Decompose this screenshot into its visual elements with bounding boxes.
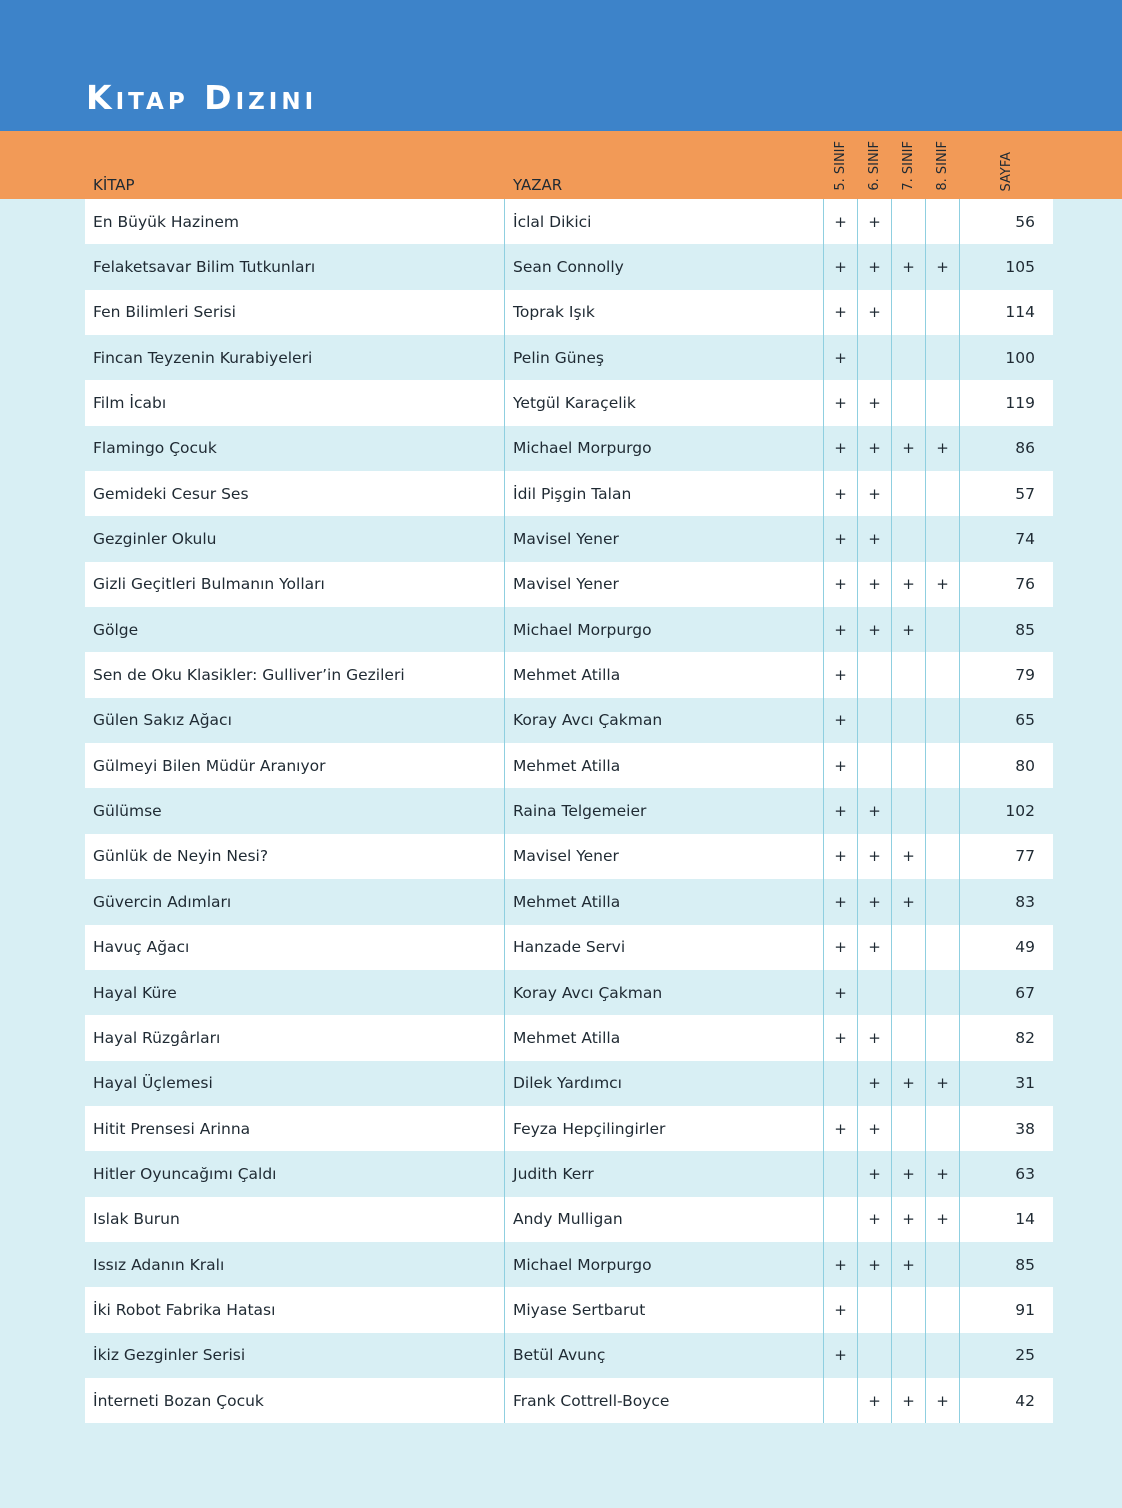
table-row (85, 1061, 1053, 1106)
grade-8-cell (926, 834, 960, 879)
grade-5-cell: + (824, 244, 858, 289)
book-title-cell: Sen de Oku Klasikler: Gulliver’in Gezileri (85, 652, 505, 697)
grade-7-cell (892, 652, 926, 697)
grade-8-cell: + (926, 1197, 960, 1242)
author-cell: Michael Morpurgo (505, 426, 824, 471)
grade-8-cell (926, 698, 960, 743)
grade-6-cell: + (858, 516, 892, 561)
grade-6-cell: + (858, 426, 892, 471)
grade-5-cell: + (824, 879, 858, 924)
author-cell: Mehmet Atilla (505, 879, 824, 924)
book-title-cell: İnterneti Bozan Çocuk (85, 1378, 505, 1423)
author-cell: Frank Cottrell-Boyce (505, 1378, 824, 1423)
page-number-cell: 119 (1005, 394, 1035, 413)
page-number-cell: 57 (1015, 484, 1035, 503)
grade-7-cell (892, 471, 926, 516)
book-title-cell: İki Robot Fabrika Hatası (85, 1287, 505, 1332)
grade-8-cell (926, 652, 960, 697)
grade-7-cell: + (892, 1061, 926, 1106)
grade-7-cell (892, 970, 926, 1015)
book-title-cell: Gülen Sakız Ağacı (85, 698, 505, 743)
grade-5-cell: + (824, 1015, 858, 1060)
column-header-grade-6: 6. SINIF (867, 141, 882, 191)
grade-5-cell: + (824, 607, 858, 652)
grade-7-cell: + (892, 834, 926, 879)
author-cell: Hanzade Servi (505, 925, 824, 970)
grade-8-cell (926, 380, 960, 425)
grade-8-cell (926, 743, 960, 788)
page-number-cell: 91 (1015, 1300, 1035, 1319)
grade-5-cell: + (824, 743, 858, 788)
grade-7-cell (892, 380, 926, 425)
author-cell: İdil Pişgin Talan (505, 471, 824, 516)
grade-6-cell: + (858, 380, 892, 425)
author-cell: Sean Connolly (505, 244, 824, 289)
author-cell: Pelin Güneş (505, 335, 824, 380)
table-row (85, 834, 1053, 879)
book-title-cell: Gizli Geçitleri Bulmanın Yolları (85, 562, 505, 607)
author-cell: Feyza Hepçilingirler (505, 1106, 824, 1151)
table-row (85, 652, 1053, 697)
page-number-cell: 74 (1015, 530, 1035, 549)
author-cell: Dilek Yardımcı (505, 1061, 824, 1106)
table-row (85, 1151, 1053, 1196)
grade-5-cell: + (824, 925, 858, 970)
grade-5-cell: + (824, 562, 858, 607)
grade-8-cell (926, 607, 960, 652)
grade-6-cell: + (858, 607, 892, 652)
table-row (85, 290, 1053, 335)
page-number-cell: 65 (1015, 711, 1035, 730)
book-title-cell: Felaketsavar Bilim Tutkunları (85, 244, 505, 289)
table-row (85, 380, 1053, 425)
grade-8-cell: + (926, 1151, 960, 1196)
grade-6-cell: + (858, 1015, 892, 1060)
grade-7-cell: + (892, 607, 926, 652)
column-header-grade-8: 8. SINIF (935, 141, 950, 191)
author-cell: Andy Mulligan (505, 1197, 824, 1242)
book-title-cell: Fen Bilimleri Serisi (85, 290, 505, 335)
book-title-cell: Günlük de Neyin Nesi? (85, 834, 505, 879)
page-number-cell: 114 (1005, 303, 1035, 322)
book-title-cell: Gülümse (85, 788, 505, 833)
grade-5-cell: + (824, 834, 858, 879)
grade-7-cell (892, 1106, 926, 1151)
grade-6-cell: + (858, 1106, 892, 1151)
grade-7-cell (892, 1287, 926, 1332)
grade-7-cell (892, 516, 926, 561)
page-number-cell: 76 (1015, 575, 1035, 594)
page-title: Kitap Dizini (86, 78, 318, 117)
grade-8-cell (926, 1287, 960, 1332)
page-number-cell: 63 (1015, 1164, 1035, 1183)
grade-5-cell: + (824, 516, 858, 561)
grade-6-cell (858, 652, 892, 697)
grade-8-cell (926, 199, 960, 244)
grade-6-cell: + (858, 199, 892, 244)
grade-7-cell: + (892, 1197, 926, 1242)
grade-8-cell (926, 290, 960, 335)
page-number-cell: 67 (1015, 983, 1035, 1002)
grade-6-cell: + (858, 290, 892, 335)
grade-7-cell: + (892, 1242, 926, 1287)
grade-8-cell (926, 1333, 960, 1378)
book-title-cell: Islak Burun (85, 1197, 505, 1242)
grade-8-cell: + (926, 562, 960, 607)
book-title-cell: Gezginler Okulu (85, 516, 505, 561)
table-row (85, 1242, 1053, 1287)
grade-5-cell: + (824, 1333, 858, 1378)
page-number-cell: 85 (1015, 620, 1035, 639)
grade-7-cell (892, 1333, 926, 1378)
book-title-cell: Film İcabı (85, 380, 505, 425)
grade-6-cell: + (858, 1242, 892, 1287)
page-number-cell: 56 (1015, 212, 1035, 231)
table-row (85, 562, 1053, 607)
table-row (85, 426, 1053, 471)
grade-5-cell: + (824, 380, 858, 425)
page-number-cell: 86 (1015, 439, 1035, 458)
table-row (85, 471, 1053, 516)
grade-5-cell: + (824, 698, 858, 743)
column-header-grade-5: 5. SINIF (833, 141, 848, 191)
grade-8-cell (926, 516, 960, 561)
grade-5-cell: + (824, 970, 858, 1015)
page-number-cell: 79 (1015, 666, 1035, 685)
grade-7-cell (892, 335, 926, 380)
grade-8-cell (926, 788, 960, 833)
grade-8-cell (926, 1015, 960, 1060)
grade-8-cell (926, 970, 960, 1015)
grade-6-cell (858, 743, 892, 788)
author-cell: Michael Morpurgo (505, 1242, 824, 1287)
table-row (85, 199, 1053, 244)
book-title-cell: En Büyük Hazinem (85, 199, 505, 244)
book-title-cell: Issız Adanın Kralı (85, 1242, 505, 1287)
page-number-cell: 100 (1005, 348, 1035, 367)
grade-5-cell: + (824, 426, 858, 471)
grade-5-cell (824, 1378, 858, 1423)
author-cell: Judith Kerr (505, 1151, 824, 1196)
grade-6-cell: + (858, 244, 892, 289)
book-title-cell: Fincan Teyzenin Kurabiyeleri (85, 335, 505, 380)
grade-8-cell: + (926, 244, 960, 289)
grade-5-cell: + (824, 290, 858, 335)
grade-7-cell (892, 1015, 926, 1060)
table-row (85, 1378, 1053, 1423)
grade-7-cell (892, 788, 926, 833)
grade-6-cell: + (858, 788, 892, 833)
grade-7-cell (892, 698, 926, 743)
grade-6-cell: + (858, 1378, 892, 1423)
grade-6-cell: + (858, 1151, 892, 1196)
column-header-book: KİTAP (93, 176, 135, 194)
table-row (85, 1106, 1053, 1151)
grade-5-cell: + (824, 199, 858, 244)
book-title-cell: Hayal Üçlemesi (85, 1061, 505, 1106)
grade-6-cell: + (858, 471, 892, 516)
grade-8-cell: + (926, 1061, 960, 1106)
table-row (85, 244, 1053, 289)
author-cell: Mavisel Yener (505, 834, 824, 879)
grade-7-cell: + (892, 1151, 926, 1196)
grade-8-cell: + (926, 1378, 960, 1423)
table-row (85, 879, 1053, 924)
page-number-cell: 85 (1015, 1255, 1035, 1274)
grade-6-cell (858, 335, 892, 380)
grade-5-cell: + (824, 652, 858, 697)
author-cell: Koray Avcı Çakman (505, 698, 824, 743)
grade-6-cell (858, 698, 892, 743)
book-title-cell: Hayal Küre (85, 970, 505, 1015)
grade-7-cell (892, 743, 926, 788)
grade-6-cell (858, 1287, 892, 1332)
grade-8-cell (926, 335, 960, 380)
grade-7-cell: + (892, 562, 926, 607)
author-cell: Mehmet Atilla (505, 652, 824, 697)
author-cell: Mavisel Yener (505, 516, 824, 561)
grade-5-cell: + (824, 1287, 858, 1332)
book-title-cell: Gölge (85, 607, 505, 652)
book-title-cell: Hitit Prensesi Arinna (85, 1106, 505, 1151)
page-number-cell: 31 (1015, 1074, 1035, 1093)
grade-5-cell (824, 1061, 858, 1106)
table-row (85, 607, 1053, 652)
author-cell: Betül Avunç (505, 1333, 824, 1378)
page-number-cell: 77 (1015, 847, 1035, 866)
book-title-cell: İkiz Gezginler Serisi (85, 1333, 505, 1378)
author-cell: Koray Avcı Çakman (505, 970, 824, 1015)
grade-6-cell: + (858, 879, 892, 924)
grade-8-cell (926, 925, 960, 970)
grade-6-cell: + (858, 1197, 892, 1242)
book-title-cell: Flamingo Çocuk (85, 426, 505, 471)
grade-6-cell (858, 1333, 892, 1378)
page-number-cell: 25 (1015, 1346, 1035, 1365)
grade-7-cell (892, 925, 926, 970)
table-row (85, 1197, 1053, 1242)
table-row (85, 1333, 1053, 1378)
page-number-cell: 83 (1015, 892, 1035, 911)
book-title-cell: Hayal Rüzgârları (85, 1015, 505, 1060)
page-number-cell: 82 (1015, 1028, 1035, 1047)
grade-6-cell: + (858, 834, 892, 879)
grade-5-cell (824, 1197, 858, 1242)
book-title-cell: Havuç Ağacı (85, 925, 505, 970)
grade-6-cell: + (858, 925, 892, 970)
author-cell: Raina Telgemeier (505, 788, 824, 833)
grade-6-cell: + (858, 1061, 892, 1106)
grade-7-cell (892, 199, 926, 244)
page-number-cell: 102 (1005, 802, 1035, 821)
author-cell: Mehmet Atilla (505, 1015, 824, 1060)
grade-5-cell: + (824, 1242, 858, 1287)
grade-8-cell (926, 1106, 960, 1151)
grade-8-cell (926, 471, 960, 516)
table-row (85, 743, 1053, 788)
grade-5-cell: + (824, 471, 858, 516)
column-header-author: YAZAR (513, 176, 563, 194)
table-row (85, 335, 1053, 380)
author-cell: Toprak Işık (505, 290, 824, 335)
author-cell: Yetgül Karaçelik (505, 380, 824, 425)
book-title-cell: Hitler Oyuncağımı Çaldı (85, 1151, 505, 1196)
page-number-cell: 14 (1015, 1210, 1035, 1229)
table-row (85, 970, 1053, 1015)
author-cell: İclal Dikici (505, 199, 824, 244)
table-row (85, 788, 1053, 833)
grade-8-cell (926, 1242, 960, 1287)
grade-7-cell (892, 290, 926, 335)
grade-6-cell: + (858, 562, 892, 607)
table-row (85, 516, 1053, 561)
book-title-cell: Gemideki Cesur Ses (85, 471, 505, 516)
column-header-page: SAYFA (999, 151, 1014, 191)
grade-7-cell: + (892, 879, 926, 924)
book-index-table (85, 199, 1053, 1423)
grade-8-cell: + (926, 426, 960, 471)
grade-7-cell: + (892, 1378, 926, 1423)
grade-6-cell (858, 970, 892, 1015)
grade-7-cell: + (892, 244, 926, 289)
grade-5-cell (824, 1151, 858, 1196)
grade-8-cell (926, 879, 960, 924)
author-cell: Michael Morpurgo (505, 607, 824, 652)
column-header-grade-7: 7. SINIF (901, 141, 916, 191)
page-number-cell: 49 (1015, 938, 1035, 957)
grade-5-cell: + (824, 788, 858, 833)
table-row (85, 925, 1053, 970)
grade-5-cell: + (824, 335, 858, 380)
page-number-cell: 42 (1015, 1391, 1035, 1410)
author-cell: Miyase Sertbarut (505, 1287, 824, 1332)
book-title-cell: Güvercin Adımları (85, 879, 505, 924)
table-row (85, 1287, 1053, 1332)
grade-7-cell: + (892, 426, 926, 471)
author-cell: Mavisel Yener (505, 562, 824, 607)
table-row (85, 1015, 1053, 1060)
grade-5-cell: + (824, 1106, 858, 1151)
page-number-cell: 38 (1015, 1119, 1035, 1138)
page-number-cell: 105 (1005, 258, 1035, 277)
author-cell: Mehmet Atilla (505, 743, 824, 788)
table-row (85, 698, 1053, 743)
book-title-cell: Gülmeyi Bilen Müdür Aranıyor (85, 743, 505, 788)
page-number-cell: 80 (1015, 756, 1035, 775)
